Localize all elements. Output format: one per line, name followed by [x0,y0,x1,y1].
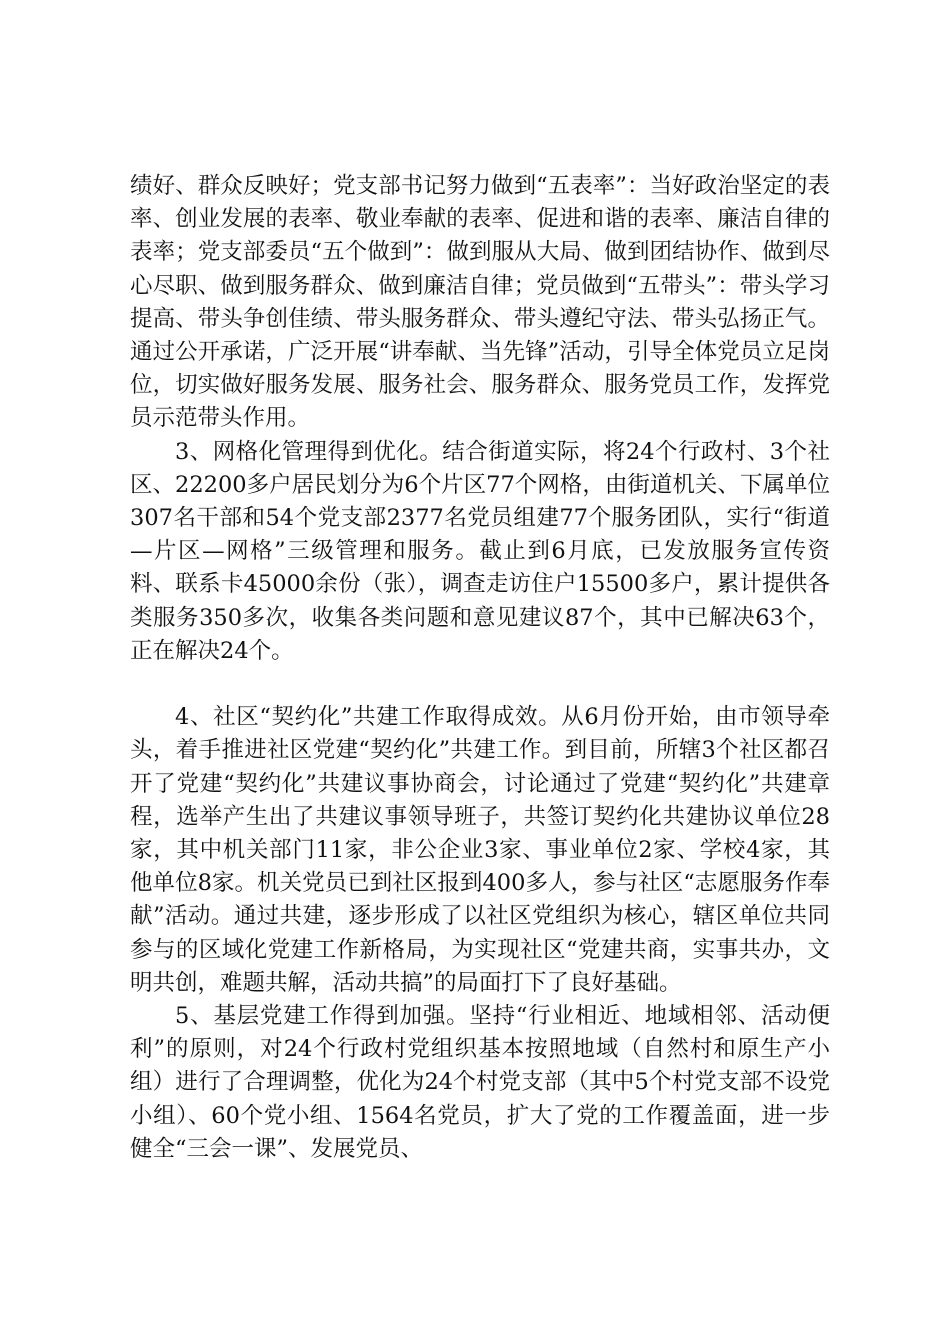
paragraph-grid-management: 3、网格化管理得到优化。结合街道实际，将24个行政村、3个社区、22200多户居民划分为6个片区77个网格，由街道机关、下属单位307名干部和54个党支部2377名党员组建77个服务团队，实行“街道—片区—网格”三级管理和服务。截止到6月底，已发放服务宣传资料、联系卡45000余份（张），调查走访住户15500多户，累计提供各类服务350多次，收集各类问题和意见建议87个，其中已解决63个，正在解决24个。 [130,438,830,664]
paragraph-continued: 绩好、群众反映好；党支部书记努力做到“五表率”：当好政治坚定的表率、创业发展的表率、敬业奉献的表率、促进和谐的表率、廉洁自律的表率；党支部委员“五个做到”：做到服从大局、做到团结协作、做到尽心尽职、做到服务群众、做到廉洁自律；党员做到“五带头”：带头学习提高、带头争创佳绩、带头服务群众、带头遵纪守法、带头弘扬正气。通过公开承诺，广泛开展“讲奉献、当先锋”活动，引导全体党员立足岗位，切实做好服务发展、服务社会、服务群众、服务党员工作，发挥党员示范带头作用。 [130,173,830,432]
paragraph-community-contract: 4、社区“契约化”共建工作取得成效。从6月份开始，由市领导牵头，着手推进社区党建“契约化”共建工作。到目前，所辖3个社区都召开了党建“契约化”共建议事协商会，讨论通过了党建“契约化”共建章程，选举产生出了共建议事领导班子，共签订契约化共建协议单位28家，其中机关部门11家，非公企业3家、事业单位2家、学校4家，其他单位8家。机关党员已到社区报到400多人，参与社区“志愿服务作奉献”活动。通过共建，逐步形成了以社区党组织为核心，辖区单位共同参与的区域化党建工作新格局，为实现社区“党建共商，实事共办，文明共创，难题共解，活动共搞”的局面打下了良好基础。 [130,704,830,996]
paragraph-grassroots-party: 5、基层党建工作得到加强。坚持“行业相近、地域相邻、活动便利”的原则，对24个行政村党组织基本按照地域（自然村和原生产小组）进行了合理调整，优化为24个村党支部（其中5个村党支部不设党小组）、60个党小组、1564名党员，扩大了党的工作覆盖面，进一步健全“三会一课”、发展党员、 [130,1003,830,1162]
paragraph-spacer [130,668,830,701]
document-body [130,170,830,1166]
